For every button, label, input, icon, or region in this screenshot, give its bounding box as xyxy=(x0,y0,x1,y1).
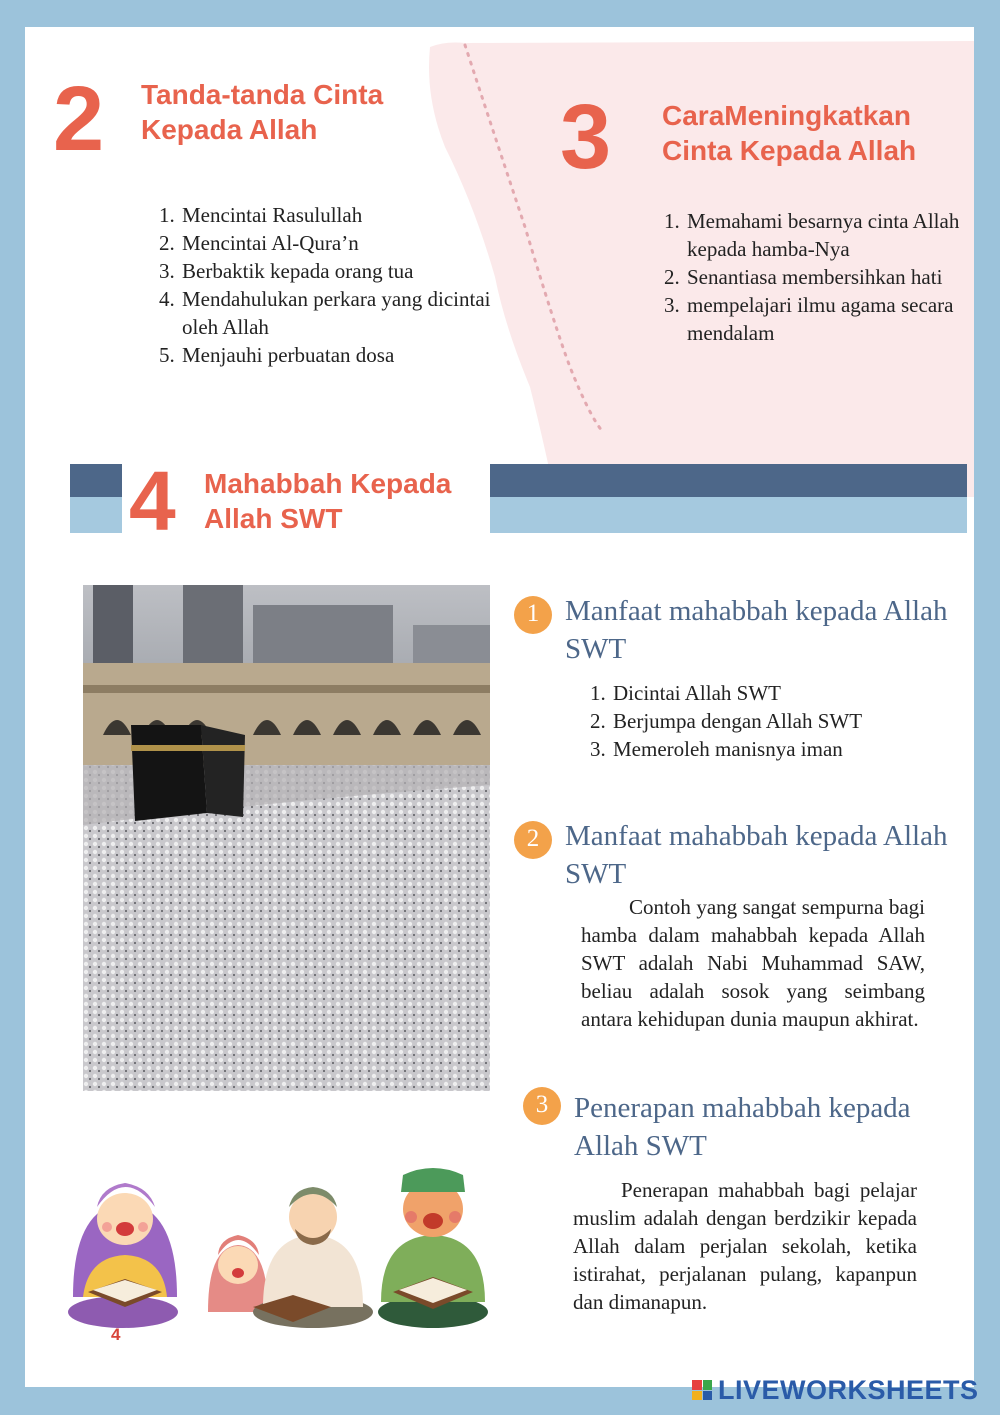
list-item: 3. Berbaktik kepada orang tua xyxy=(180,257,500,285)
section4-number: 4 xyxy=(129,454,176,548)
page-number: 4 xyxy=(111,1325,121,1344)
section3-title xyxy=(662,98,916,168)
section2-number: 2 xyxy=(53,68,105,170)
section4-title-line2: Allah SWT xyxy=(204,503,343,534)
point3-text: Penerapan mahabbah bagi pelajar muslim adalah dengan berdzikir kepada Allah dalam perjalan sekolah, ketika istirahat, perjalanan pulang, kapanpun dan dimanapun. xyxy=(573,1178,917,1314)
list-item: 3. mempelajari ilmu agama secara mendalam xyxy=(685,291,974,347)
liveworksheets-logo-icon xyxy=(692,1380,712,1400)
list-item: 5. Menjauhi perbuatan dosa xyxy=(180,341,500,369)
list-item: 1. Memahami besarnya cinta Allah kepada hamba-Nya xyxy=(685,207,974,263)
section4-title xyxy=(204,466,451,536)
list-item: 2. Senantiasa membersihkan hati xyxy=(685,263,974,291)
section3-number: 3 xyxy=(560,86,612,188)
point2-title: Manfaat mahabbah kepada Allah SWT xyxy=(565,820,948,890)
section3-title-line2: Cinta Kepada Allah xyxy=(662,135,917,166)
point3-number-badge: 3 xyxy=(523,1087,561,1125)
list-item: 1. Dicintai Allah SWT xyxy=(611,679,974,707)
girl-reading-icon xyxy=(68,1183,178,1328)
worksheet-page xyxy=(25,27,974,1387)
banner-left-light xyxy=(70,497,122,533)
brand-name: LIVEWORKSHEETS xyxy=(718,1374,979,1405)
section2-list xyxy=(146,201,500,369)
kaaba-photo xyxy=(83,585,490,1091)
small-girl-icon xyxy=(208,1235,268,1312)
banner-right-light xyxy=(490,497,967,533)
list-item: 2. Mencintai Al-Qura’n xyxy=(180,229,500,257)
boy-reading-icon xyxy=(378,1168,488,1328)
list-item: 4. Mendahulukan perkara yang dicintai oleh Allah xyxy=(180,285,500,341)
section3-title-line1: CaraMeningkatkan xyxy=(662,100,911,131)
list-item: 3. Memeroleh manisnya iman xyxy=(611,735,974,763)
section3-list xyxy=(651,207,974,347)
point2-number-badge: 2 xyxy=(514,821,552,859)
point3-title: Penerapan mahabbah kepada Allah SWT xyxy=(574,1092,911,1162)
father-icon xyxy=(253,1187,373,1328)
list-item: 1. Mencintai Rasulullah xyxy=(180,201,500,229)
section4-title-line1: Mahabbah Kepada xyxy=(204,468,452,499)
section2-title xyxy=(141,77,383,147)
point1-list xyxy=(577,679,974,763)
banner-left-dark xyxy=(70,464,122,497)
banner-right-dark xyxy=(490,464,967,497)
point1-title: Manfaat mahabbah kepada Allah SWT xyxy=(565,595,948,665)
point2-text: Contoh yang sangat sempurna bagi hamba dalam mahabbah kepada Allah SWT adalah Nabi Muhammad SAW, beliau adalah sosok yang seimbang antara kehidupan dunia maupun akhirat. xyxy=(581,895,925,1031)
list-item: 2. Berjumpa dengan Allah SWT xyxy=(611,707,974,735)
section2-title-line2: Kepada Allah xyxy=(141,114,318,145)
children-reading-illustration xyxy=(63,1147,493,1332)
liveworksheets-brand[interactable] xyxy=(692,1376,979,1404)
section2-title-line1: Tanda-tanda Cinta xyxy=(141,79,384,110)
point1-number-badge: 1 xyxy=(514,596,552,634)
